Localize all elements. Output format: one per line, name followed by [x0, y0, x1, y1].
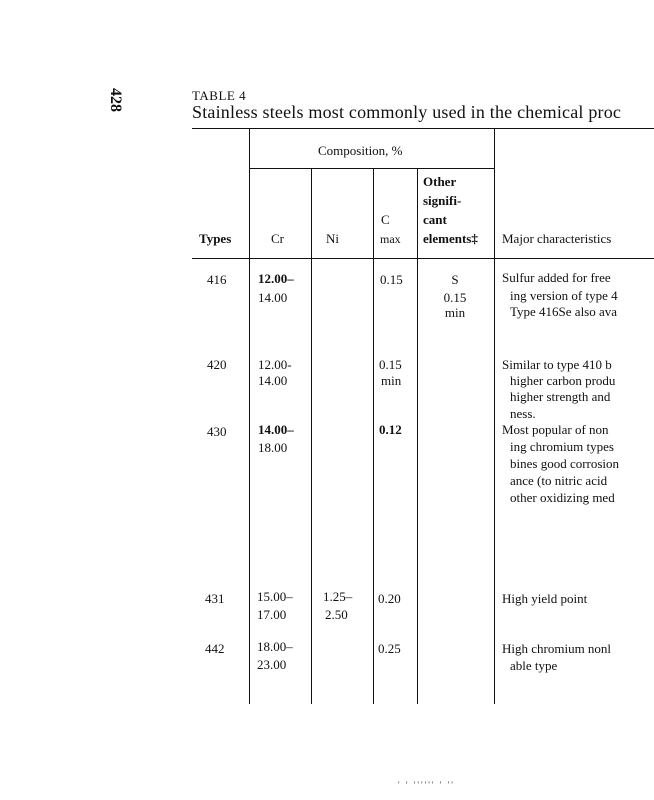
row-431-c: 0.20: [378, 591, 401, 606]
row-430-char-5: other oxidizing med: [510, 490, 615, 505]
row-431-char-1: High yield point: [502, 591, 588, 606]
row-420-c-2: min: [381, 373, 402, 388]
col-divider-c-other: [417, 168, 418, 704]
row-442-cr-1: 18.00–: [257, 639, 293, 654]
header-c: C: [381, 212, 390, 227]
table-title: Stainless steels most commonly used in the chemical proc: [192, 102, 622, 122]
row-430-type: 430: [207, 424, 227, 439]
row-431-type: 431: [205, 591, 225, 606]
row-420-char-4: ness.: [510, 406, 536, 421]
header-composition: Composition, %: [318, 143, 403, 158]
row-416-type: 416: [207, 272, 227, 287]
row-420-type: 420: [207, 357, 227, 372]
header-ni: Ni: [326, 231, 339, 246]
row-416-cr-2: 14.00: [258, 290, 288, 305]
row-420-char-2: higher carbon produ: [510, 373, 616, 388]
row-416-char-2: ing version of type 4: [510, 288, 618, 303]
row-430-c: 0.12: [379, 422, 402, 437]
row-420-cr-2: 14.00: [258, 373, 288, 388]
row-442-type: 442: [205, 641, 225, 656]
row-430-cr-1: 14.00–: [258, 422, 294, 437]
row-430-char-3: bines good corrosion: [510, 456, 620, 471]
row-416-char-3: Type 416Se also ava: [510, 304, 618, 319]
header-other-line-1: Other: [423, 174, 457, 189]
header-characteristics: Major characteristics: [502, 231, 612, 246]
page-number: 428: [107, 88, 124, 112]
row-416-other-1: S: [451, 272, 459, 287]
row-416-other-2: 0.15: [443, 290, 467, 305]
row-431-cr-1: 15.00–: [257, 589, 293, 604]
row-416-cr-1: 12.00–: [258, 271, 294, 286]
row-442-char-2: able type: [510, 658, 558, 673]
row-430-char-2: ing chromium types: [510, 439, 614, 454]
row-420-char-1: Similar to type 410 b: [502, 357, 612, 372]
row-431-ni-1: 1.25–: [323, 589, 353, 604]
row-442-cr-2: 23.00: [257, 657, 287, 672]
header-other-line-2: signifi-: [423, 193, 462, 208]
row-416-c: 0.15: [380, 272, 403, 287]
row-416-other-3: min: [444, 305, 466, 320]
table-label: TABLE 4: [192, 88, 247, 103]
scan-artifact-marks: ' ' '''''' ' '': [398, 780, 455, 790]
col-divider-cr-ni: [311, 168, 312, 704]
row-430-char-4: ance (to nitric acid: [510, 473, 608, 488]
row-416-char-1: Sulfur added for free: [502, 270, 611, 285]
col-divider-types-cr: [249, 128, 250, 704]
row-420-char-3: higher strength and: [510, 389, 611, 404]
top-rule: [192, 128, 654, 129]
row-430-char-1: Most popular of non: [502, 422, 609, 437]
header-types: Types: [199, 231, 232, 246]
row-431-cr-2: 17.00: [257, 607, 287, 622]
row-431-ni-2: 2.50: [325, 607, 348, 622]
header-other-line-3: cant: [423, 212, 447, 227]
row-430-cr-2: 18.00: [258, 440, 288, 455]
row-420-c-1: 0.15: [379, 357, 402, 372]
col-divider-other-char: [494, 128, 495, 704]
row-442-char-1: High chromium nonl: [502, 641, 612, 656]
header-other-line-4: elements‡: [423, 231, 478, 246]
row-420-cr-1: 12.00-: [258, 357, 292, 372]
header-c-max: max: [380, 232, 401, 246]
header-bottom-rule: [192, 258, 654, 259]
col-divider-ni-c: [373, 168, 374, 704]
row-442-c: 0.25: [378, 641, 401, 656]
composition-rule: [249, 168, 494, 169]
header-cr: Cr: [271, 231, 284, 246]
